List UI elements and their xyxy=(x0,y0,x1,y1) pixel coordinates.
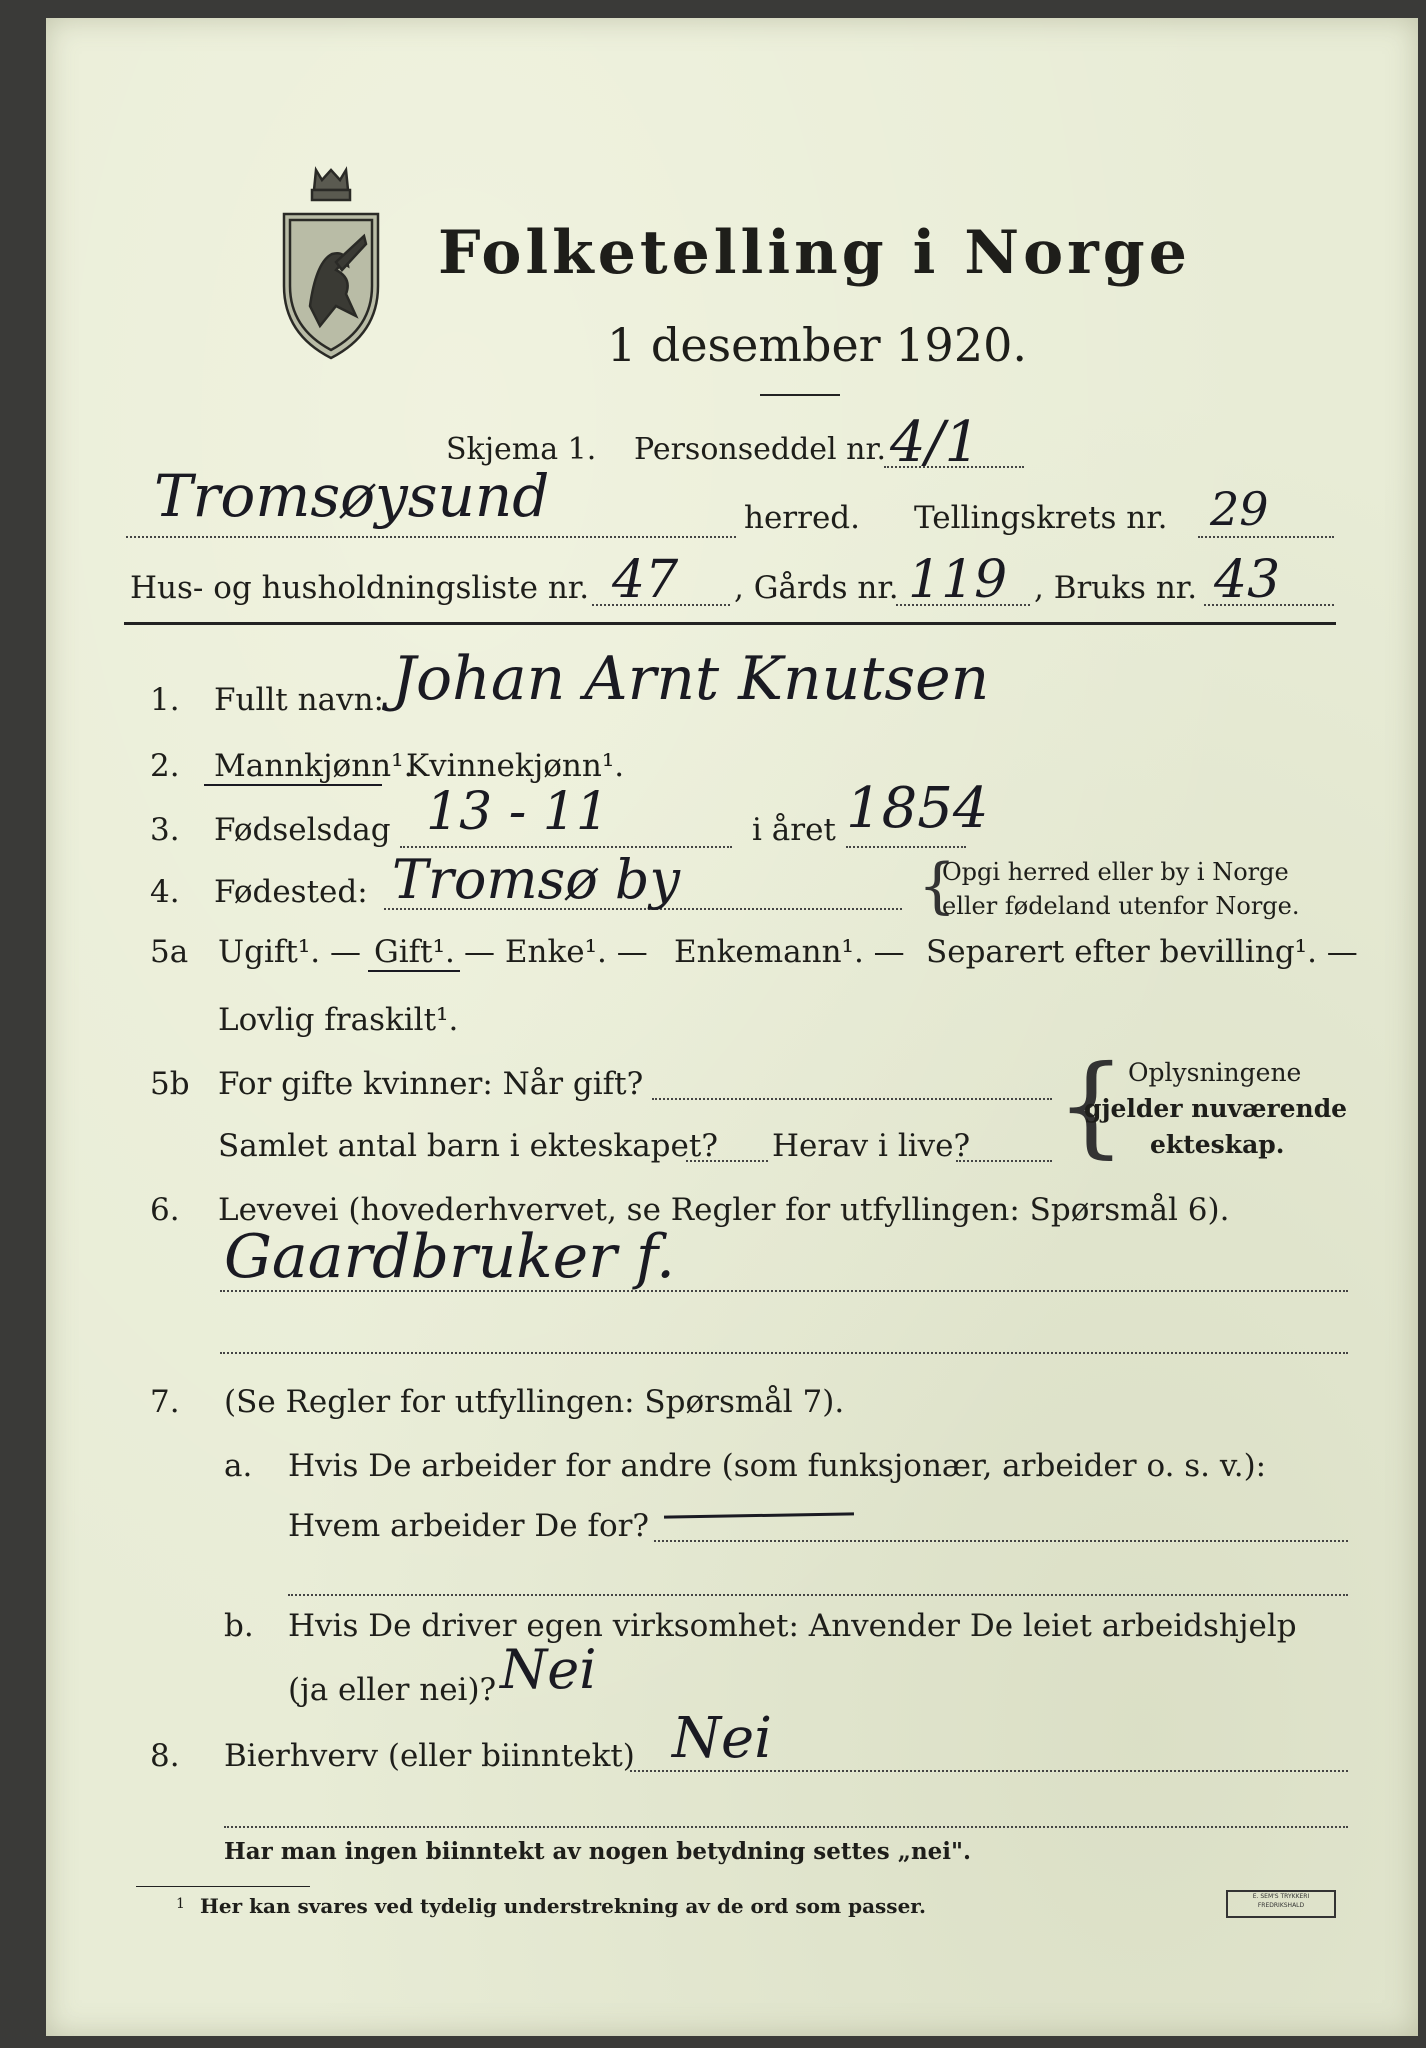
tellingskrets-value: 29 xyxy=(1210,482,1269,536)
q4-value: Tromsø by xyxy=(392,848,681,911)
gards-label: , Gårds nr. xyxy=(734,570,899,606)
q6-label: Levevei (hovederhvervet, se Regler for utfyllingen: Spørsmål 6). xyxy=(218,1192,1230,1228)
q6-value: Gaardbruker f. xyxy=(224,1222,676,1292)
q4-label: Fødested: xyxy=(214,874,368,910)
q5b-note-1: Oplysningene xyxy=(1128,1058,1302,1087)
q7b-letter: b. xyxy=(224,1608,254,1644)
q7b-label: Hvis De driver egen virksomhet: Anvender De leiet arbeidshjelp xyxy=(288,1608,1297,1644)
q5a-separert: Separert efter bevilling¹. — xyxy=(926,934,1358,970)
q5a-enke: — Enke¹. — xyxy=(464,934,648,970)
q7-label: (Se Regler for utfyllingen: Spørsmål 7). xyxy=(224,1384,845,1420)
q1-number: 1. xyxy=(150,682,180,718)
herred-value: Tromsøysund xyxy=(154,462,550,530)
q7-number: 7. xyxy=(150,1384,180,1420)
q5a-enkemann: Enkemann¹. — xyxy=(674,934,905,970)
q5a-ugift: Ugift¹. — xyxy=(218,934,361,970)
q4-note-1: Opgi herred eller by i Norge xyxy=(942,858,1289,886)
q6-number: 6. xyxy=(150,1192,180,1228)
personseddel-value: 4/1 xyxy=(890,410,981,475)
form-title: Folketelling i Norge xyxy=(438,218,1191,288)
hus-label: Hus- og husholdningsliste nr. xyxy=(130,570,590,606)
q1-label: Fullt navn: xyxy=(214,682,384,718)
tellingskrets-label: Tellingskrets nr. xyxy=(914,500,1168,536)
q5a-gift: Gift¹. xyxy=(374,934,455,970)
q5b-note-2: gjelder nuværende xyxy=(1084,1094,1348,1123)
skjema-label: Skjema 1. xyxy=(446,432,597,467)
q8-value: Nei xyxy=(672,1706,773,1771)
bruks-label: , Bruks nr. xyxy=(1034,570,1198,606)
hus-value: 47 xyxy=(612,550,679,610)
q3-year-value: 1854 xyxy=(846,776,989,841)
title-divider xyxy=(760,394,840,396)
q5b-number: 5b xyxy=(150,1066,190,1102)
norwegian-coat-of-arms-icon xyxy=(276,166,386,362)
q5a-number: 5a xyxy=(150,934,189,970)
q5a-gift-underline xyxy=(368,970,460,972)
q7a-letter: a. xyxy=(224,1448,253,1484)
q5b-barn: Samlet antal barn i ekteskapet? xyxy=(218,1128,718,1164)
q4-number: 4. xyxy=(150,874,180,910)
bruks-value: 43 xyxy=(1214,550,1281,610)
census-date: 1 desember 1920. xyxy=(607,318,1027,372)
q7a-label: Hvis De arbeider for andre (som funksjonær, arbeider o. s. v.): xyxy=(288,1448,1267,1484)
q5a-fraskilt: Lovlig fraskilt¹. xyxy=(218,1002,459,1038)
personseddel-label: Personseddel nr. xyxy=(634,432,887,467)
q8-label: Bierhverv (eller biinntekt) xyxy=(224,1738,635,1774)
q5b-note-3: ekteskap. xyxy=(1150,1130,1285,1159)
footnote: Her kan svares ved tydelig understrekning av de ord som passer. xyxy=(200,1894,926,1918)
printer-stamp-line-1: E. SEM'S TRYKKERI xyxy=(1252,1893,1310,1900)
section-divider xyxy=(124,622,1336,625)
q2-number: 2. xyxy=(150,748,180,784)
q3-year-label: i året xyxy=(752,812,836,848)
q7a-question: Hvem arbeider De for? xyxy=(288,1508,650,1544)
biinntekt-note: Har man ingen biinntekt av nogen betydning settes „nei". xyxy=(224,1838,972,1865)
q8-number: 8. xyxy=(150,1738,180,1774)
q2-male-underline xyxy=(204,784,382,786)
q3-number: 3. xyxy=(150,812,180,848)
q7b-value: Nei xyxy=(500,1638,597,1701)
q5b-live: Herav i live? xyxy=(772,1128,971,1164)
q2-male: Mannkjønn¹. xyxy=(214,748,414,784)
footnote-mark: 1 xyxy=(176,1896,185,1912)
printer-stamp xyxy=(1226,1890,1336,1918)
q5b-label: For gifte kvinner: Når gift? xyxy=(218,1066,644,1102)
printer-stamp-line-2: FREDRIKSHALD xyxy=(1257,1902,1305,1909)
q3-label: Fødselsdag xyxy=(214,812,391,848)
herred-label: herred. xyxy=(744,500,860,536)
gards-value: 119 xyxy=(908,550,1008,610)
q2-female: Kvinnekjønn¹. xyxy=(406,748,625,784)
footnote-divider xyxy=(136,1886,310,1887)
q3-value: 13 - 11 xyxy=(426,782,609,842)
q4-note-2: eller fødeland utenfor Norge. xyxy=(942,892,1300,920)
q1-value: Johan Arnt Knutsen xyxy=(392,644,990,714)
q7b-question: (ja eller nei)? xyxy=(288,1672,497,1708)
